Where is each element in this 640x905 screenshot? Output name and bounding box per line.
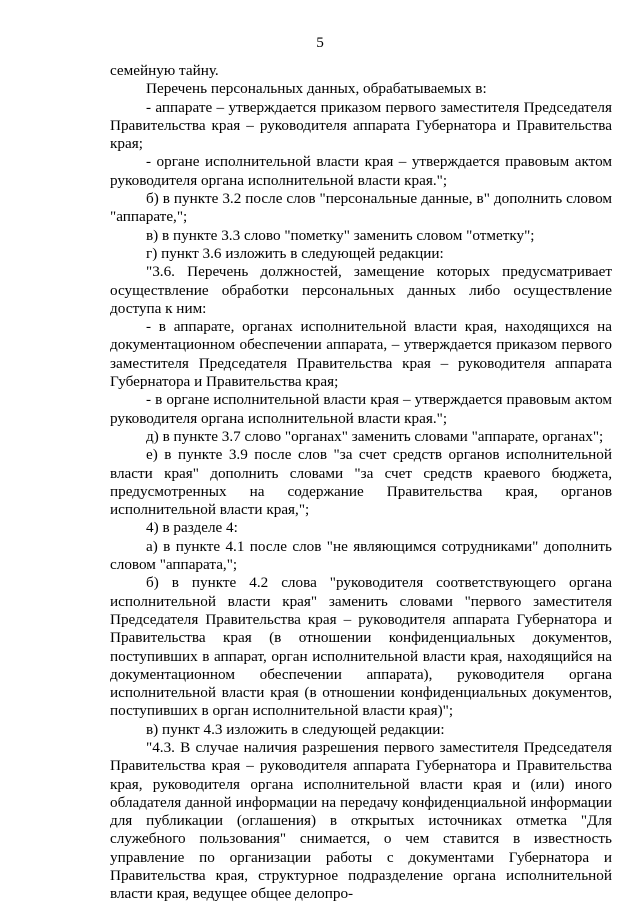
- paragraph: д) в пункте 3.7 слово "органах" заменить словами "аппарате, органах";: [146, 427, 604, 445]
- paragraph: "4.3. В случае наличия разрешения первого заместителя Председателя Правительства края – руководителя аппарата Губернатора и Правительства края, руководителя органа исполнительной власти края и (или) иного обладателя данной информации на передачу конфиденциальной информации для публикации (оглашения) в открытых источниках отметка "Для служебного пользования" снимается, о чем ставится в известность управление по организации работы с документами Губернатора и Правительства края, структурное подразделение органа исполнительной власти края, ведущее общее делопро-: [110, 738, 612, 903]
- page-number: 5: [316, 34, 324, 51]
- document-body: [110, 62, 612, 904]
- paragraph: а) в пункте 4.1 после слов "не являющимся сотрудниками" дополнить словом "аппарата,";: [110, 537, 612, 574]
- paragraph: в) в пункте 3.3 слово "пометку" заменить словом "отметку";: [146, 226, 535, 244]
- paragraph: - в органе исполнительной власти края – утверждается правовым актом руководителя органа исполнительной власти края.";: [110, 391, 612, 427]
- paragraph: 4) в разделе 4:: [146, 519, 238, 537]
- paragraph: - органе исполнительной власти края – утверждается правовым актом руководителя органа исполнительной власти края.";: [110, 153, 612, 189]
- paragraph: - в аппарате, органах исполнительной власти края, находящихся на документационном обеспечении аппарата, – утверждается приказом первого заместителя Председателя Правительства края – руководителя аппарата Губернатора и Правительства края;: [110, 318, 612, 391]
- paragraph: г) пункт 3.6 изложить в следующей редакции:: [146, 244, 444, 262]
- paragraph: б) в пункте 3.2 после слов "персональные данные, в" дополнить словом "аппарате,";: [110, 190, 612, 226]
- paragraph: - аппарате – утверждается приказом первого заместителя Председателя Правительства края – руководителя аппарата Губернатора и Правительства края;: [110, 98, 612, 153]
- paragraph: в) пункт 4.3 изложить в следующей редакции:: [146, 720, 445, 738]
- paragraph: б) в пункте 4.2 слова "руководителя соответствующего органа исполнительной власти края" заменить словами "первого заместителя Председателя Правительства края – руководителя аппарата Губернатора и Правительства края (в отношении конфиденциальных документов, поступивших в аппарат, орган исполнительной власти края, находящийся на документационном обеспечении аппарата), руководителя органа исполнительной власти края (в отношении конфиденциальных документов, поступивших в орган исполнительной власти края)";: [110, 574, 612, 720]
- paragraph: семейную тайну.: [110, 62, 219, 79]
- paragraph: е) в пункте 3.9 после слов "за счет средств органов исполнительной власти края" дополнить словами "за счет средств краевого бюджета, предусмотренных на содержание Правительства края, органов исполнительной власти края,";: [110, 446, 612, 519]
- paragraph: "3.6. Перечень должностей, замещение которых предусматривает осуществление обработки персональных данных либо осуществление доступа к ним:: [110, 263, 612, 317]
- paragraph: Перечень персональных данных, обрабатываемых в:: [146, 80, 487, 98]
